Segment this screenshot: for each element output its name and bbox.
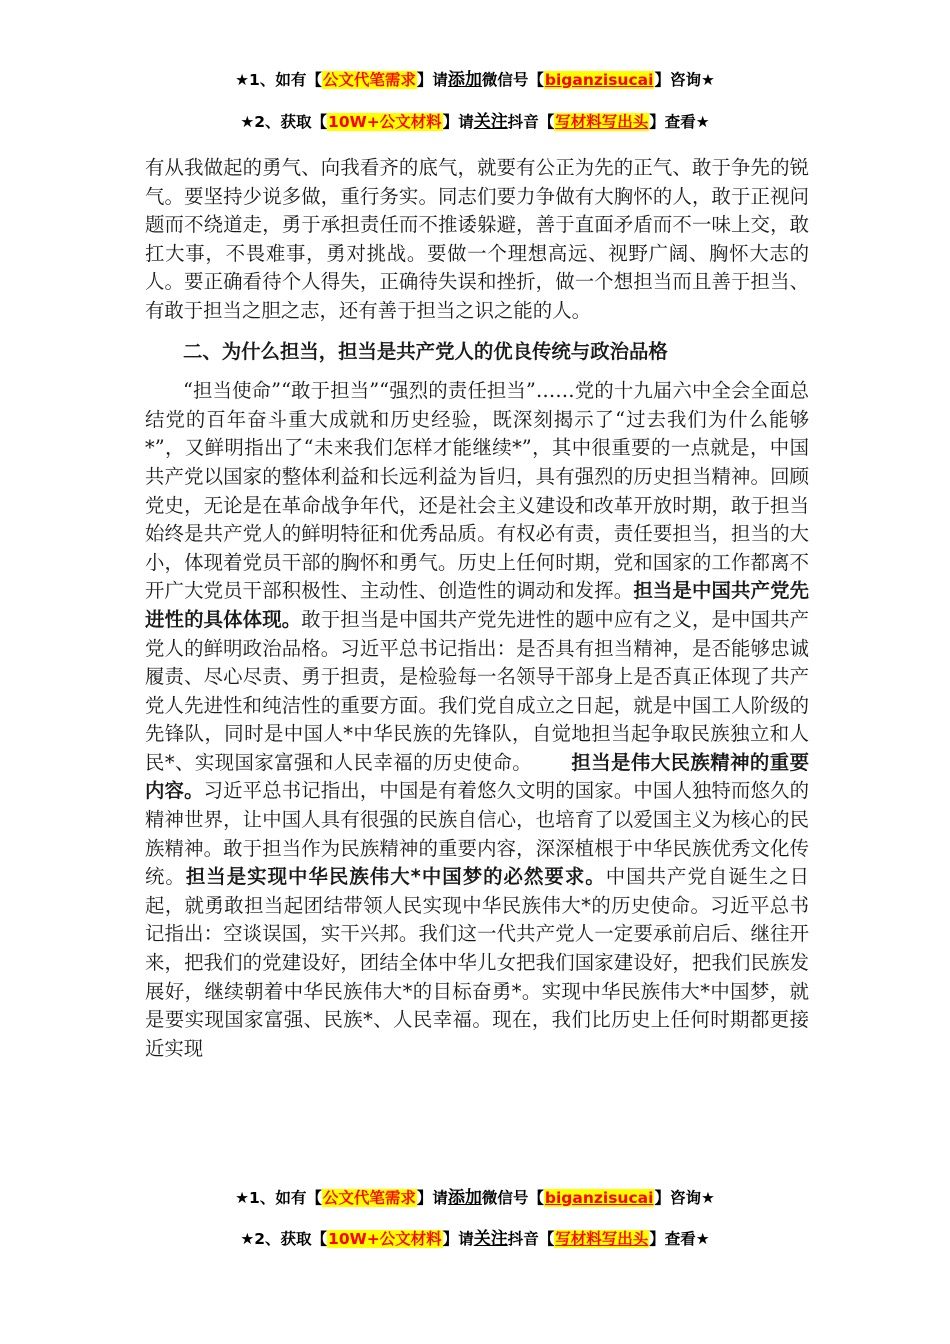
banner-text: 】查看★ bbox=[649, 1230, 710, 1248]
section-heading: 二、为什么担当，担当是共产党人的优良传统与政治品格 bbox=[183, 339, 668, 363]
paragraph-text: “担当使命”“敢于担当”“强烈的责任担当”……党的十九届六中全会全面总结党的百年奋斗重大成就和历史经验，既深刻揭示了“过去我们为什么能够*”，又鲜明指出了“未来我们怎样才能继续*”，其中很重要的一点就是，中国共产党以国家的整体利益和长远利益为旨归，具有强烈的历史担当精神。回顾党史，无论是在革命战争年代，还是社会主义建设和改革开放时期，敢于担当始终是共产党人的鲜明特征和优秀品质。有权必有责，责任要担当，担当的大小，体现着党员干部的胸怀和勇气。历史上任何时期，党和国家的工作都离不开广大党员干部积极性、主动性、创造性的调动和发挥。 bbox=[145, 379, 809, 603]
banner-text: 】请 bbox=[416, 71, 448, 89]
banner-wechat-id: biganzisucai bbox=[544, 71, 654, 89]
banner-text: 】咨询★ bbox=[654, 71, 715, 89]
bold-point-3: 担当是实现中华民族伟大*中国梦的必然要求。 bbox=[185, 865, 606, 889]
bold-point-2: 担当是伟大民族精神的重要内容。 bbox=[145, 750, 809, 803]
banner-text: 微信号【 bbox=[481, 1189, 544, 1207]
banner-text: 】请 bbox=[442, 1230, 474, 1248]
paragraph-1: 有从我做起的勇气、向我看齐的底气，就要有公正为先的正气、敢于争先的锐气。要坚持少说多做，重行务实。同志们要力争做有大胸怀的人，敢于正视问题而不绕道走，勇于承担责任而不推诿躲避，善于直面矛盾而不一味上交，敢扛大事，不畏难事，勇对挑战。要做一个理想高远、视野广阔、胸怀大志的人。要正确看待个人得失，正确待失误和挫折，做一个想担当而且善于担当、有敢于担当之胆之志，还有善于担当之识之能的人。 bbox=[145, 156, 809, 322]
banner-douyin-id: 写材料写出头 bbox=[555, 1230, 649, 1248]
banner-underlined: 关注 bbox=[473, 112, 508, 132]
banner-underlined: 关注 bbox=[473, 1229, 508, 1249]
document-body bbox=[145, 154, 809, 1063]
banner-text: ★1、如有【 bbox=[235, 1189, 322, 1207]
top-banner-line-2 bbox=[0, 111, 950, 133]
banner-text: 】请 bbox=[442, 113, 474, 131]
banner-underlined: 添加 bbox=[447, 1188, 482, 1208]
banner-text: 】咨询★ bbox=[654, 1189, 715, 1207]
banner-douyin-id: 写材料写出头 bbox=[555, 113, 649, 131]
paragraph-text: 敢于担当是中国共产党先进性的题中应有之义，是中国共产党人的鲜明政治品格。习近平总书记指出：是否具有担当精神，是否能够忠诚履责、尽心尽责、勇于担责，是检验每一名领导干部身上是否真正体现了共产党人先进性和纯洁性的重要方面。我们党自成立之日起，就是中国工人阶级的先锋队，同时是中国人*中华民族的先锋队，自觉地担当起争取民族独立和人民*、实现国家富强和人民幸福的历史使命。 bbox=[145, 607, 810, 774]
bottom-banner-line-2 bbox=[0, 1228, 950, 1250]
banner-text: ★2、获取【 bbox=[240, 1230, 328, 1248]
bottom-banner-line-1 bbox=[0, 1187, 950, 1209]
paragraph-text: 中国共产党自诞生之日起，就勇敢担当起团结带领人民实现中华民族伟大*的历史使命。习近平总书记指出：空谈误国，实干兴邦。我们这一代共产党人一定要承前启后、继往开来，把我们的党建设好，团结全体中华儿女把我们国家建设好，把我们民族发展好，继续朝着中华民族伟大*的目标奋勇*。实现中华民族伟大*中国梦，就是要实现国家富强、民族*、人民幸福。现在，我们比历史上任何时期都更接近实现 bbox=[145, 865, 810, 1060]
top-banner-line-1 bbox=[0, 69, 950, 91]
banner-text: 微信号【 bbox=[481, 71, 544, 89]
banner-highlight: 10W+公文材料 bbox=[328, 113, 442, 131]
banner-text: 抖音【 bbox=[507, 113, 555, 131]
banner-highlight: 10W+公文材料 bbox=[328, 1230, 442, 1248]
paragraph-text: 习近平总书记指出，中国是有着悠久文明的国家。中国人独特而悠久的精神世界，让中国人具有很强的民族自信心，也培育了以爱国主义为核心的民族精神。敢于担当作为民族精神的重要内容，深深植根于中华民族优秀文化传统。 bbox=[145, 779, 810, 889]
banner-text: ★2、获取【 bbox=[240, 113, 328, 131]
banner-underlined: 添加 bbox=[447, 70, 482, 90]
paragraph-2 bbox=[145, 377, 809, 1063]
banner-wechat-id: biganzisucai bbox=[544, 1189, 654, 1207]
banner-text: 】查看★ bbox=[649, 113, 710, 131]
banner-text: ★1、如有【 bbox=[235, 71, 322, 89]
banner-highlight: 公文代笔需求 bbox=[322, 71, 416, 89]
bold-point-1: 担当是中国共产党先进性的具体体现。 bbox=[145, 579, 810, 631]
banner-text: 抖音【 bbox=[507, 1230, 555, 1248]
banner-text: 】请 bbox=[416, 1189, 448, 1207]
banner-highlight: 公文代笔需求 bbox=[322, 1189, 416, 1207]
